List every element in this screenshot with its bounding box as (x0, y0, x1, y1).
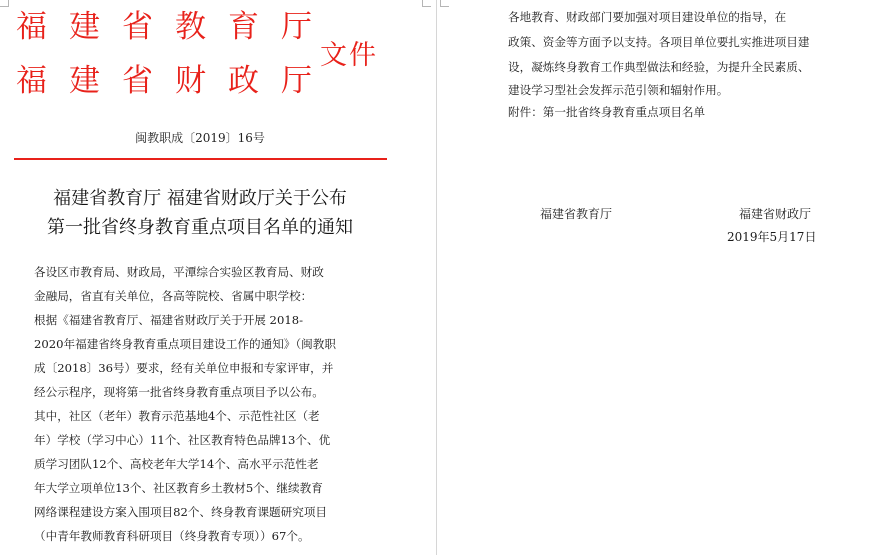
document-word: 文件 (320, 40, 378, 71)
document-title-line: 第一批省终身教育重点项目名单的通知 (47, 217, 353, 238)
body-text-line: 建设学习型社会发挥示范引领和辐射作用。 (508, 83, 729, 97)
body-text-line: 政策、资金等方面予以支持。各项目单位要扎实推进项目建 (508, 35, 810, 49)
page-corner-mark (0, 0, 9, 7)
attachment-line: 附件：第一批省终身教育重点项目名单 (508, 105, 706, 119)
body-text-line: 质学习团队12个、高校老年大学14个、高水平示范性老 (34, 457, 319, 471)
signature-education-dept: 福建省教育厅 (540, 207, 613, 221)
document-title-line: 福建省教育厅 福建省财政厅关于公布 (53, 188, 347, 209)
document-number: 闽教职成〔2019〕16号 (135, 131, 265, 145)
body-text-line: 根据《福建省教育厅、福建省财政厅关于开展 2018- (34, 313, 303, 327)
body-text-line: 年）学校（学习中心）11个、社区教育特色品牌13个、优 (34, 433, 331, 447)
page-divider (436, 0, 437, 555)
body-text-line: 成〔2018〕36号）要求，经有关单位申报和专家评审，并 (34, 361, 334, 375)
red-header-rule (14, 158, 387, 160)
document-page-left (0, 0, 433, 555)
document-page-right (440, 0, 883, 555)
body-text-line: 设，凝炼终身教育工作典型做法和经验，为提升全民素质、 (508, 60, 810, 74)
page-corner-mark (440, 0, 449, 7)
body-text-line: 各设区市教育局、财政局，平潭综合实验区教育局、财政 (34, 265, 324, 279)
signature-date: 2019年5月17日 (727, 230, 817, 244)
body-text-line: 其中，社区（老年）教育示范基地4个、示范性社区（老 (34, 409, 320, 423)
issuer-education-dept: 福建省教育厅 (16, 9, 334, 45)
body-text-line: 网络课程建设方案入围项目82个、终身教育课题研究项目 (34, 505, 328, 519)
body-text-line: 年大学立项单位13个、社区教育乡土教材5个、继续教育 (34, 481, 323, 495)
body-text-line: 2020年福建省终身教育重点项目建设工作的通知》（闽教职 (34, 337, 336, 351)
body-text-line: 金融局，省直有关单位，各高等院校、省属中职学校： (34, 289, 313, 303)
issuer-finance-dept: 福建省财政厅 (16, 63, 334, 99)
body-text-line: 经公示程序，现将第一批省终身教育重点项目予以公布。 (34, 385, 324, 399)
body-text-line: （中青年教师教育科研项目（终身教育专项））67个。 (34, 529, 310, 543)
body-text-line: 各地教育、财政部门要加强对项目建设单位的指导，在 (508, 10, 787, 24)
page-corner-mark (422, 0, 431, 7)
signature-finance-dept: 福建省财政厅 (739, 207, 812, 221)
